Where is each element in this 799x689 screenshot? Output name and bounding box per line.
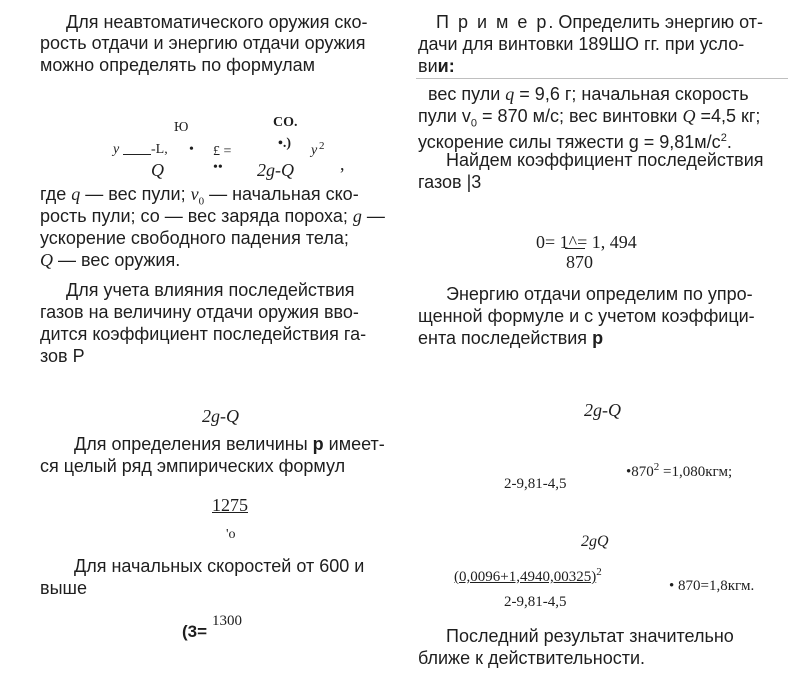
left-p3-line2: газов на величину отдачи оружия вво- — [40, 302, 359, 322]
right-p3-line1: Найдем коэффициент последействия — [446, 150, 764, 170]
left-p4-line1: Для определения величины р имеет- — [74, 434, 385, 454]
left-p3-line1: Для учета влияния последействия — [66, 280, 355, 300]
right-p2-line1: вес пули q = 9,6 г; начальная скорость — [428, 84, 749, 104]
left-p2-line1: где q — вес пули; $v_0$ — начальная ско- — [40, 184, 359, 208]
left-formula-3-num: 1275 — [212, 495, 248, 515]
right-p1-line3: вии: — [418, 56, 455, 76]
formula1-top2: CO. — [273, 115, 298, 130]
left-p3-line3: дится коэффициент последействия га- — [40, 324, 367, 344]
formula1-pound: £ = — [213, 144, 232, 159]
left-p1-line1: Для неавтоматического оружия ско- — [66, 12, 368, 32]
right-p4-line3: ента последействия р — [418, 328, 604, 348]
left-p5-line2: выше — [40, 578, 87, 598]
left-p5-line1: Для начальных скоростей от 600 и — [74, 556, 365, 576]
formula1-rule — [123, 154, 151, 155]
right-divider — [416, 78, 788, 79]
left-formula-2: 2g-Q — [202, 406, 239, 426]
right-p3-line2: газов |3 — [418, 172, 482, 192]
left-p2-line2: рость пули; со — вес заряда пороха; g — — [40, 206, 385, 226]
right-p2-line2: пули $v_0 = 870$ м/с; вес винтовки Q =4,5 кг; — [418, 106, 761, 130]
left-p2-line3: ускорение свободного падения тела; — [40, 228, 349, 248]
left-formula-3-den: 'о — [226, 527, 236, 542]
right-formula-4-den: 2-9,81-4,5 — [504, 594, 567, 610]
right-p2-line3: ускорение силы тяжести $g = 9,81м/с^2$. — [418, 132, 732, 152]
right-p4-line1: Энергию отдачи определим по упро- — [446, 284, 753, 304]
left-formula-4-lhs: (3= — [182, 622, 208, 641]
formula1-den-q: Q — [151, 160, 164, 180]
right-formula-4-top: 2gQ — [581, 533, 609, 550]
right-formula-1-den: 870 — [566, 252, 593, 272]
right-formula-2: 2g-Q — [584, 400, 621, 420]
right-p1-line2: дачи для винтовки 189ШО гг. при усло- — [418, 34, 745, 54]
formula1-paren: •.) — [278, 136, 292, 151]
formula1-top1: Ю — [174, 120, 189, 135]
right-formula-3-den: 2-9,81-4,5 — [504, 476, 567, 492]
right-formula-1-rule — [565, 248, 585, 249]
left-p3-line4: зов Р — [40, 346, 85, 366]
right-formula-4-num: $(0,0096+1,4940,00325)^2$ — [454, 566, 602, 585]
formula1-mid: -L, — [151, 142, 168, 157]
formula1-den-2gq: 2g-Q — [257, 160, 294, 180]
right-p5-line2: ближе к действительности. — [418, 648, 646, 668]
right-p1-line1: П р и м е р. Определить энергию от- — [436, 12, 763, 32]
formula1-dot: • — [189, 142, 194, 157]
formula1-sup: 2 — [319, 140, 325, 152]
formula1-comma: , — [340, 154, 345, 174]
left-formula-4-val: 1300 — [212, 613, 242, 629]
right-formula-4-rest: • 870=1,8кгм. — [669, 578, 755, 594]
formula1-den-dots: •• — [213, 160, 223, 175]
left-p4-line2: ся целый ряд эмпирических формул — [40, 456, 346, 476]
right-formula-1: 0= 1^= 1, 494 — [536, 232, 637, 252]
right-p5-line1: Последний результат значительно — [446, 626, 734, 646]
left-p1-line3: можно определять по формулам — [40, 55, 316, 75]
left-p1-line2: рость отдачи и энергию отдачи оружия — [40, 33, 366, 53]
left-p2-line4: Q — вес оружия. — [40, 250, 181, 270]
formula1-lhs: y — [113, 142, 120, 157]
right-p4-line2: щенной формуле и с учетом коэффици- — [418, 306, 755, 326]
right-formula-3: $•870^2 =1,080кгм$; — [626, 461, 733, 480]
formula1-y: y — [311, 143, 318, 158]
